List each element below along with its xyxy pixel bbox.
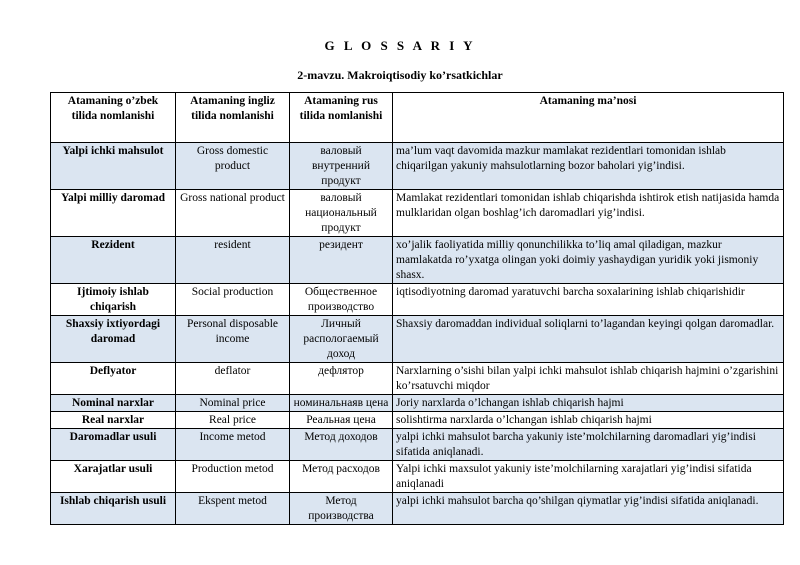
- cell-russian-term: дефлятор: [290, 363, 393, 395]
- glossary-table: [50, 92, 784, 525]
- cell-english-term: resident: [176, 237, 290, 284]
- cell-english-term: Nominal price: [176, 395, 290, 412]
- document-subtitle: 2-mavzu. Makroiqtisodiy ko’rsatkichlar: [297, 68, 503, 82]
- cell-meaning: solishtirma narxlarda o’lchangan ishlab chiqarish hajmi: [393, 412, 784, 429]
- table-row: [51, 237, 784, 284]
- cell-russian-term: валовый внутренний продукт: [290, 143, 393, 190]
- table-row: [51, 493, 784, 525]
- cell-uzbek-term: Nominal narxlar: [51, 395, 176, 412]
- cell-english-term: Ekspent metod: [176, 493, 290, 525]
- cell-uzbek-term: Daromadlar usuli: [51, 429, 176, 461]
- cell-uzbek-term: Yalpi milliy daromad: [51, 190, 176, 237]
- cell-english-term: Income metod: [176, 429, 290, 461]
- cell-uzbek-term: Rezident: [51, 237, 176, 284]
- cell-meaning: iqtisodiyotning daromad yaratuvchi barcha soxalarining ishlab chiqarishidir: [393, 284, 784, 316]
- cell-meaning: ma’lum vaqt davomida mazkur mamlakat rezidentlari tomonidan ishlab chiqarilgan yakuniy mahsulotlarning bozor baholari yig’indisi.: [393, 143, 784, 190]
- cell-russian-term: Метод производства: [290, 493, 393, 525]
- table-row: [51, 284, 784, 316]
- table-header-row: [51, 93, 784, 143]
- glossary-body: [51, 143, 784, 525]
- table-row: [51, 316, 784, 363]
- cell-russian-term: Метод доходов: [290, 429, 393, 461]
- cell-meaning: Mamlakat rezidentlari tomonidan ishlab chiqarishda ishtirok etish natijasida hamda mulklaridan olgan boshlag’ich daromadlari yig’indisi.: [393, 190, 784, 237]
- table-row: [51, 461, 784, 493]
- cell-meaning: Joriy narxlarda o’lchangan ishlab chiqarish hajmi: [393, 395, 784, 412]
- cell-russian-term: резидент: [290, 237, 393, 284]
- header-meaning: Atamaning ma’nosi: [393, 93, 784, 143]
- cell-english-term: Gross domestic product: [176, 143, 290, 190]
- header-english-term: Atamaning ingliz tilida nomlanishi: [176, 93, 290, 143]
- cell-uzbek-term: Shaxsiy ixtiyordagi daromad: [51, 316, 176, 363]
- cell-meaning: Shaxsiy daromaddan individual soliqlarni to’lagandan keyingi qolgan daromadlar.: [393, 316, 784, 363]
- cell-english-term: Social production: [176, 284, 290, 316]
- cell-russian-term: Метод расходов: [290, 461, 393, 493]
- table-row: [51, 429, 784, 461]
- header-uzbek-term: Atamaning o’zbek tilida nomlanishi: [51, 93, 176, 143]
- table-row: [51, 190, 784, 237]
- table-row: [51, 363, 784, 395]
- cell-meaning: xo’jalik faoliyatida milliy qonunchilikka to’liq amal qiladigan, mazkur mamlakatda ro’yxatga olingan yoki doimiy yashaydigan yuridik yoki jismoniy shasx.: [393, 237, 784, 284]
- cell-uzbek-term: Ijtimoiy ishlab chiqarish: [51, 284, 176, 316]
- cell-uzbek-term: Yalpi ichki mahsulot: [51, 143, 176, 190]
- document-title: G L O S S A R I Y: [324, 38, 476, 53]
- cell-meaning: Yalpi ichki maxsulot yakuniy iste’molchilarning xarajatlari yig’indisi sifatida aniqlanadi: [393, 461, 784, 493]
- cell-uzbek-term: Real narxlar: [51, 412, 176, 429]
- cell-english-term: Personal disposable income: [176, 316, 290, 363]
- table-row: [51, 412, 784, 429]
- cell-russian-term: номинальнаяв цена: [290, 395, 393, 412]
- cell-meaning: yalpi ichki mahsulot barcha yakuniy iste’molchilarning daromadlari yig’indisi sifatida aniqlanadi.: [393, 429, 784, 461]
- cell-english-term: deflator: [176, 363, 290, 395]
- cell-uzbek-term: Deflyator: [51, 363, 176, 395]
- header-russian-term: Atamaning rus tilida nomlanishi: [290, 93, 393, 143]
- cell-russian-term: Реальная цена: [290, 412, 393, 429]
- cell-meaning: Narxlarning o’sishi bilan yalpi ichki mahsulot ishlab chiqarish hajmini o’zgarishini ko’rsatuvchi miqdor: [393, 363, 784, 395]
- cell-english-term: Production metod: [176, 461, 290, 493]
- cell-russian-term: валовый национальный продукт: [290, 190, 393, 237]
- cell-russian-term: Личный распологаемый доход: [290, 316, 393, 363]
- table-row: [51, 395, 784, 412]
- cell-english-term: Real price: [176, 412, 290, 429]
- table-row: [51, 143, 784, 190]
- cell-english-term: Gross national product: [176, 190, 290, 237]
- cell-russian-term: Общественное производство: [290, 284, 393, 316]
- cell-uzbek-term: Xarajatlar usuli: [51, 461, 176, 493]
- cell-uzbek-term: Ishlab chiqarish usuli: [51, 493, 176, 525]
- cell-meaning: yalpi ichki mahsulot barcha qo’shilgan qiymatlar yig’indisi sifatida aniqlanadi.: [393, 493, 784, 525]
